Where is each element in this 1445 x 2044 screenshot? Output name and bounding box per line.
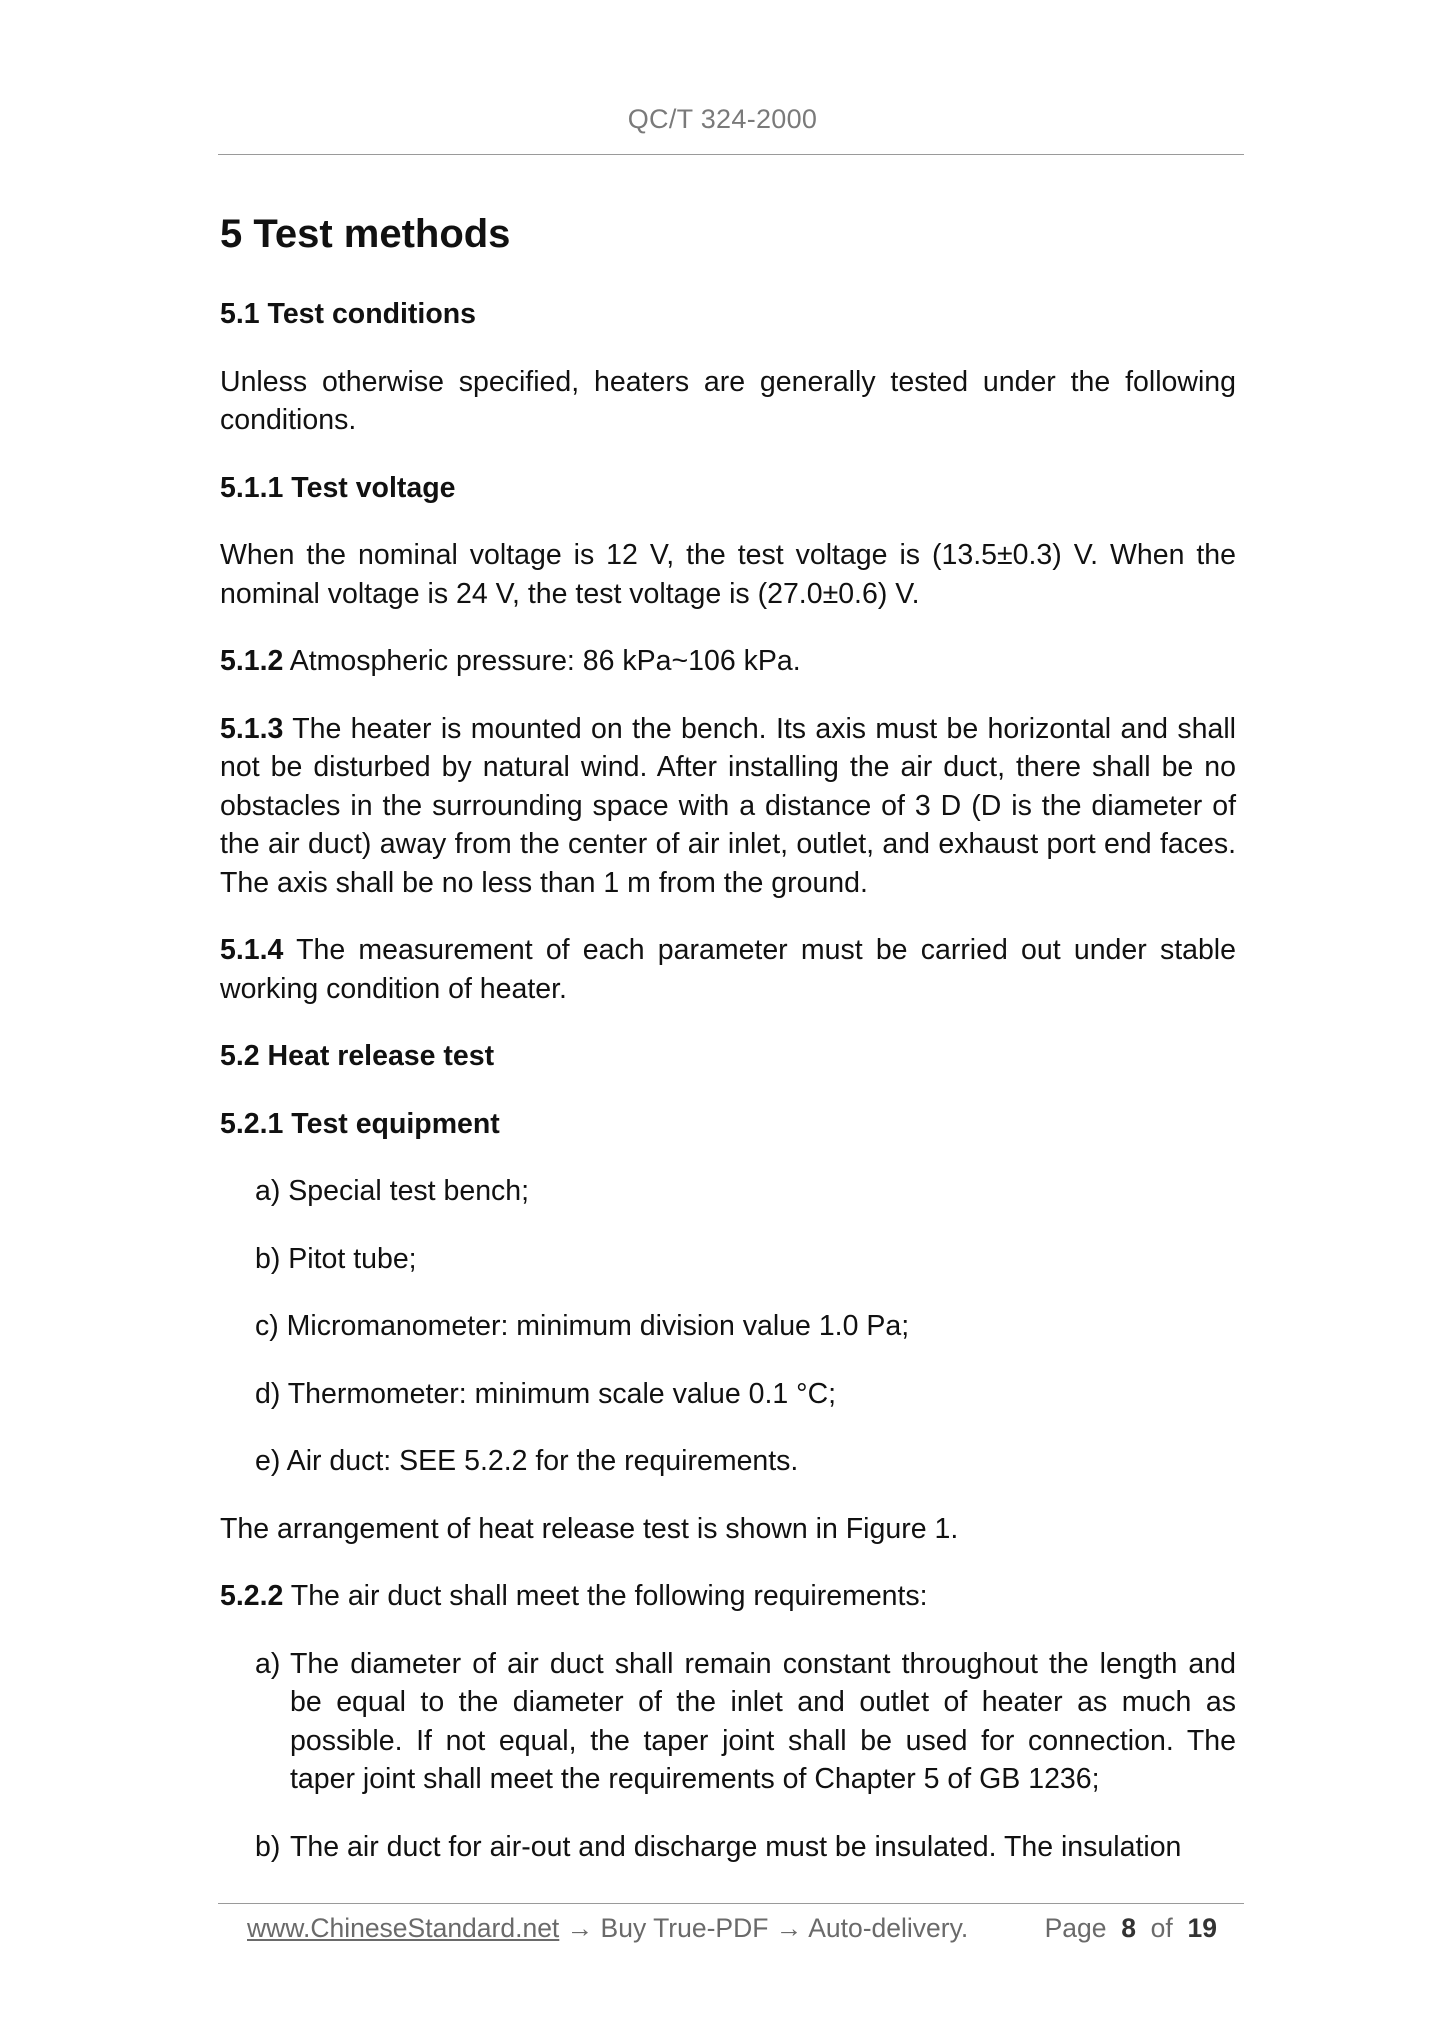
clause-number: 5.2.2 (220, 1580, 284, 1612)
auto-delivery-text: Auto-delivery. (808, 1913, 969, 1943)
subsection-5-1-intro: Unless otherwise specified, heaters are generally tested under the following conditions. (220, 365, 1236, 436)
clause-5-1-1-text: When the nominal voltage is 12 V, the test voltage is (13.5±0.3) V. When the nominal voltage is 24 V, the test voltage is (27.0±0.6) V. (220, 539, 1236, 610)
requirement-b (255, 1828, 1236, 1867)
clause-number: 5.1.3 (220, 712, 284, 745)
page-indicator (1045, 1913, 1217, 1944)
clause-number: 5.1.4 (220, 934, 284, 966)
arrangement-note: The arrangement of heat release test is shown in Figure 1. (220, 1512, 959, 1545)
requirement-label: a) (255, 1647, 281, 1680)
arrow-icon: → (559, 1913, 601, 1943)
page-footer (247, 1913, 1217, 1944)
requirement-text: The air duct for air-out and discharge must be insulated. The insulation (290, 1830, 1182, 1863)
requirement-a (255, 1645, 1236, 1799)
clause-5-1-2 (220, 642, 1236, 681)
document-header-id: QC/T 324-2000 (627, 104, 818, 134)
list-item: d) Thermometer: minimum scale value 0.1 °C; (255, 1377, 837, 1410)
arrow-icon: → (768, 1913, 809, 1943)
document-body (220, 210, 1236, 1895)
header-divider (218, 154, 1244, 155)
subsection-5-2-title: 5.2 Heat release test (220, 1040, 495, 1072)
website-link[interactable]: www.ChineseStandard.net (247, 1913, 560, 1943)
section-title: 5 Test methods (220, 212, 511, 256)
subsection-5-1-title: 5.1 Test conditions (220, 298, 477, 330)
buy-true-pdf-text: Buy True-PDF (600, 1913, 769, 1943)
clause-5-2-2 (220, 1577, 1236, 1616)
list-item: a) Special test bench; (255, 1175, 530, 1207)
clause-5-1-4 (220, 931, 1236, 1008)
requirement-text: The diameter of air duct shall remain constant throughout the length and be equal to the diameter of the inlet and outlet of heater as much as possible. If not equal, the taper joint shall be used for connection. The taper joint shall meet the requirements of Chapter 5 of GB 1236; (290, 1647, 1236, 1795)
page-label: Page (1044, 1913, 1107, 1943)
total-page-number: 19 (1187, 1913, 1217, 1943)
list-item: c) Micromanometer: minimum division value 1.0 Pa; (255, 1310, 910, 1342)
footer-divider (218, 1903, 1244, 1904)
clause-number: 5.1.2 (220, 645, 284, 677)
clause-5-1-3 (220, 710, 1236, 903)
clause-text: The air duct shall meet the following requirements: (283, 1580, 928, 1612)
requirement-label: b) (255, 1830, 281, 1863)
clause-text: The heater is mounted on the bench. Its axis must be horizontal and shall not be disturbed by natural wind. After installing the air duct, there shall be no obstacles in the surrounding space with a distance of 3 D (D is the diameter of the air duct) away from the center of air inlet, outlet, and exhaust port end faces. The axis shall be no less than 1 m from the ground. (220, 712, 1236, 899)
clause-5-1-1-title: 5.1.1 Test voltage (220, 471, 456, 504)
list-item: e) Air duct: SEE 5.2.2 for the requirements. (255, 1445, 799, 1477)
current-page-number: 8 (1121, 1913, 1136, 1943)
clause-text: Atmospheric pressure: 86 kPa~106 kPa. (283, 645, 801, 677)
clause-text: The measurement of each parameter must be carried out under stable working condition of heater. (220, 934, 1236, 1005)
clause-5-2-1-title: 5.2.1 Test equipment (220, 1107, 500, 1140)
of-label: of (1150, 1913, 1173, 1943)
list-item: b) Pitot tube; (255, 1242, 417, 1275)
